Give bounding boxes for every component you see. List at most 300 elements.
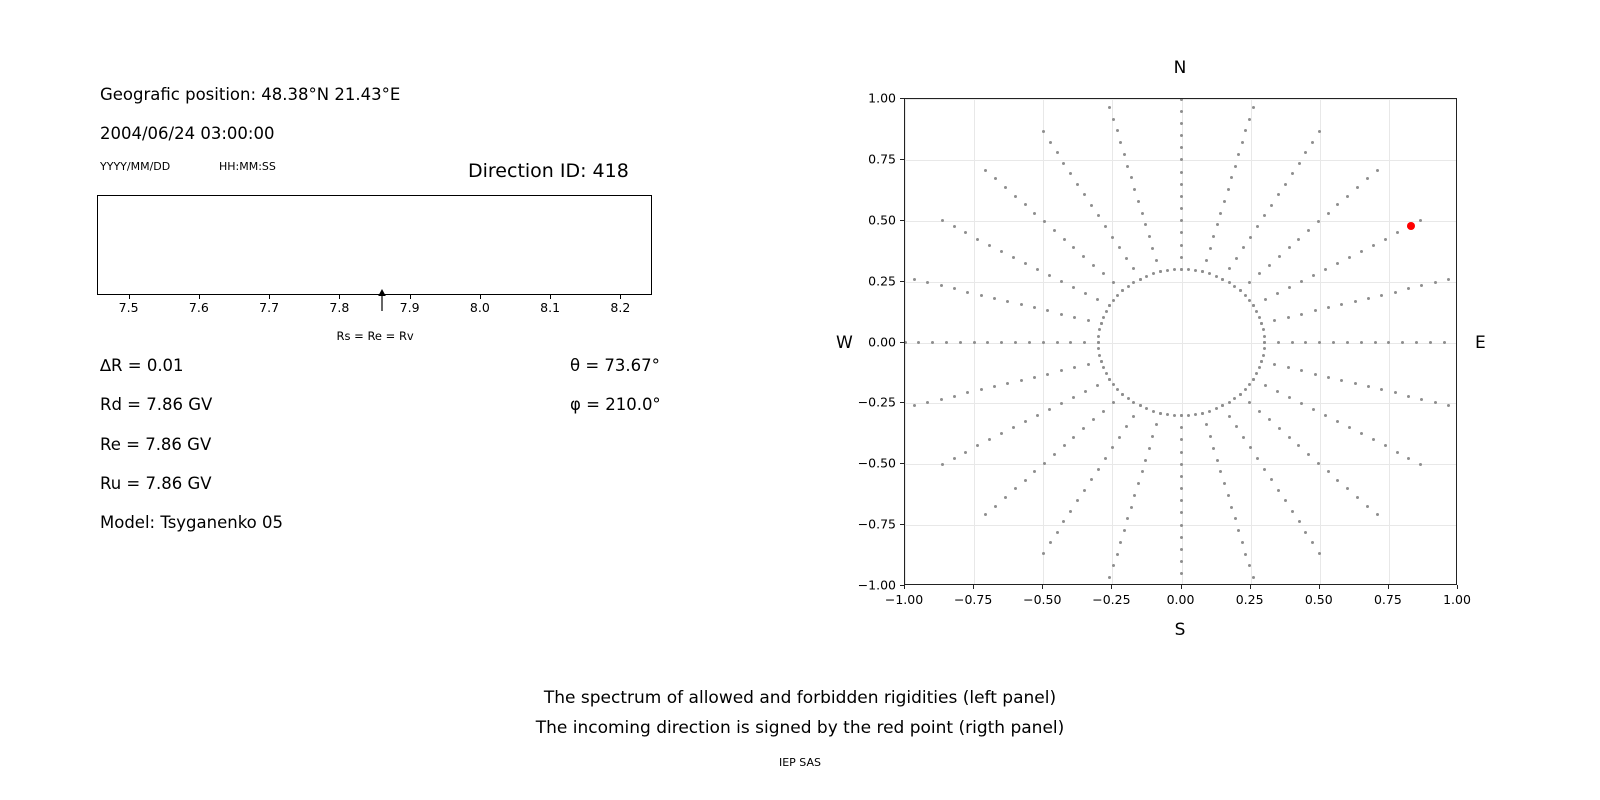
direction-point — [1098, 354, 1101, 357]
x-axis-tick — [973, 585, 974, 589]
direction-point — [1447, 404, 1450, 407]
footer-credit: IEP SAS — [778, 756, 822, 769]
direction-point — [1300, 369, 1303, 372]
direction-point — [1291, 172, 1294, 175]
direction-point — [1073, 316, 1076, 319]
direction-point — [1180, 572, 1183, 575]
rigidity-tick — [620, 295, 621, 299]
direction-point — [1151, 247, 1154, 250]
direction-point — [1053, 453, 1056, 456]
direction-point — [1209, 247, 1212, 250]
direction-point — [1125, 257, 1128, 260]
direction-point — [1180, 244, 1183, 247]
direction-point — [1415, 341, 1418, 344]
direction-point — [1132, 281, 1135, 284]
direction-point — [1048, 274, 1051, 277]
direction-point — [1327, 306, 1330, 309]
cutoff-arrow-icon — [375, 289, 389, 311]
direction-point — [1348, 426, 1351, 429]
direction-point — [1288, 396, 1291, 399]
direction-point — [1100, 322, 1103, 325]
x-axis-tick — [904, 585, 905, 589]
direction-point — [1434, 401, 1437, 404]
direction-point — [1108, 304, 1111, 307]
direction-point — [1372, 244, 1375, 247]
param-theta: θ = 73.67° — [570, 356, 660, 375]
x-axis-tick — [1111, 585, 1112, 589]
direction-point — [1263, 214, 1266, 217]
direction-point — [980, 388, 983, 391]
direction-point — [1006, 300, 1009, 303]
direction-point — [1130, 176, 1133, 179]
direction-point — [1126, 517, 1129, 520]
direction-point — [1346, 195, 1349, 198]
direction-point — [1205, 259, 1208, 262]
direction-point — [1166, 269, 1169, 272]
direction-point — [1457, 341, 1458, 344]
direction-point — [1036, 414, 1039, 417]
direction-point — [1152, 410, 1155, 413]
direction-point — [1356, 186, 1359, 189]
spectrum-frame — [97, 195, 652, 295]
direction-point — [1112, 281, 1115, 284]
direction-point — [1278, 255, 1281, 258]
direction-point — [913, 278, 916, 281]
scatter-plot-area — [904, 98, 1457, 585]
y-axis-tick — [900, 524, 904, 525]
direction-point — [1248, 118, 1251, 121]
direction-point — [984, 169, 987, 172]
direction-point — [1141, 470, 1144, 473]
direction-point — [1125, 425, 1128, 428]
x-axis-tick — [1042, 585, 1043, 589]
direction-point — [1288, 246, 1291, 249]
direction-point — [1012, 426, 1015, 429]
direction-point — [1372, 438, 1375, 441]
direction-point — [1208, 410, 1211, 413]
direction-point — [1244, 129, 1247, 132]
rigidity-tick-label: 8.1 — [540, 300, 561, 315]
direction-point — [1097, 214, 1100, 217]
direction-point — [1046, 373, 1049, 376]
direction-point — [1119, 541, 1122, 544]
direction-point — [1105, 310, 1108, 313]
direction-point — [1187, 268, 1190, 271]
compass-east: E — [1475, 333, 1486, 353]
direction-point — [1084, 292, 1087, 295]
direction-point — [1346, 487, 1349, 490]
direction-point — [1056, 341, 1059, 344]
direction-point — [1152, 272, 1155, 275]
direction-point — [1276, 292, 1279, 295]
direction-point — [1244, 388, 1247, 391]
direction-point — [1076, 499, 1079, 502]
direction-point — [1312, 274, 1315, 277]
direction-point — [1298, 520, 1301, 523]
direction-point — [1336, 420, 1339, 423]
direction-point — [1102, 410, 1105, 413]
direction-point — [1060, 369, 1063, 372]
direction-point — [1012, 256, 1015, 259]
direction-point — [913, 404, 916, 407]
direction-point — [1083, 489, 1086, 492]
direction-point — [1072, 436, 1075, 439]
direction-point — [1221, 404, 1224, 407]
x-axis-tick-label: −0.75 — [953, 592, 993, 607]
direction-point — [1097, 335, 1100, 338]
direction-point — [1255, 372, 1258, 375]
direction-point — [1291, 510, 1294, 513]
direction-point — [1307, 229, 1310, 232]
y-axis-tick-label: −0.25 — [857, 394, 896, 410]
direction-point — [1116, 294, 1119, 297]
direction-point — [953, 287, 956, 290]
direction-point — [966, 391, 969, 394]
direction-point — [1340, 379, 1343, 382]
direction-point — [1252, 378, 1255, 381]
rigidity-tick-label: 8.2 — [610, 300, 631, 315]
direction-point — [1096, 298, 1099, 301]
direction-point — [1072, 396, 1075, 399]
direction-point — [1380, 294, 1383, 297]
direction-point — [1132, 415, 1135, 418]
direction-point — [1354, 300, 1357, 303]
direction-point — [1284, 499, 1287, 502]
direction-point — [1104, 225, 1107, 228]
param-re: Re = 7.86 GV — [100, 435, 212, 454]
direction-point — [1100, 360, 1103, 363]
geographic-position: Geografic position: 48.38°N 21.43°E — [100, 85, 401, 104]
direction-point — [1307, 453, 1310, 456]
direction-point — [941, 463, 944, 466]
direction-point — [1072, 286, 1075, 289]
direction-point — [1046, 309, 1049, 312]
direction-point — [1219, 470, 1222, 473]
direction-point — [1304, 151, 1307, 154]
direction-point — [1258, 366, 1261, 369]
direction-point — [1230, 176, 1233, 179]
direction-point — [1180, 536, 1183, 539]
direction-point — [1082, 255, 1085, 258]
direction-point — [1112, 383, 1115, 386]
direction-point — [1376, 169, 1379, 172]
direction-point — [1287, 316, 1290, 319]
direction-point — [1228, 267, 1231, 270]
direction-point — [1401, 341, 1404, 344]
direction-point — [1056, 531, 1059, 534]
rigidity-tick — [339, 295, 340, 299]
direction-point — [1387, 341, 1390, 344]
direction-point — [1223, 200, 1226, 203]
direction-point — [1263, 335, 1266, 338]
direction-point — [1287, 366, 1290, 369]
direction-point — [1396, 231, 1399, 234]
rigidity-tick — [410, 295, 411, 299]
direction-point — [1014, 195, 1017, 198]
direction-point — [1239, 289, 1242, 292]
gridline-horizontal — [905, 403, 1456, 404]
caption-line-2: The incoming direction is signed by the red point (rigth panel) — [535, 718, 1065, 738]
direction-point — [1180, 195, 1183, 198]
direction-point — [1239, 393, 1242, 396]
y-axis-tick — [900, 342, 904, 343]
direction-point — [1407, 395, 1410, 398]
direction-point — [941, 219, 944, 222]
direction-point — [1291, 341, 1294, 344]
direction-point — [1004, 496, 1007, 499]
direction-point — [1014, 341, 1017, 344]
direction-point — [1082, 427, 1085, 430]
direction-point — [1244, 294, 1247, 297]
date-format-hint: YYYY/MM/DD — [100, 160, 171, 173]
direction-point — [1155, 423, 1158, 426]
direction-point — [1394, 291, 1397, 294]
direction-point — [1000, 250, 1003, 253]
direction-point — [1242, 246, 1245, 249]
direction-point — [1014, 487, 1017, 490]
direction-point — [1324, 268, 1327, 271]
y-axis-tick-label: 0.50 — [868, 212, 896, 228]
direction-point — [1112, 401, 1115, 404]
direction-point — [1042, 341, 1045, 344]
direction-point — [1263, 347, 1266, 350]
rigidity-tick-label: 7.7 — [259, 300, 280, 315]
y-axis-tick-label: 0.75 — [868, 151, 896, 167]
direction-point — [1060, 313, 1063, 316]
y-axis-tick-label: −0.75 — [857, 516, 896, 532]
direction-point — [988, 438, 991, 441]
compass-west: W — [836, 333, 853, 353]
direction-point — [1173, 268, 1176, 271]
direction-point — [1116, 553, 1119, 556]
direction-point — [1354, 382, 1357, 385]
direction-point — [1180, 524, 1183, 527]
direction-point — [1367, 385, 1370, 388]
direction-point — [1137, 200, 1140, 203]
direction-point — [1180, 426, 1183, 429]
direction-polar-panel — [820, 40, 1540, 660]
direction-point — [1060, 402, 1063, 405]
direction-point — [1043, 462, 1046, 465]
x-axis-tick-label: 0.25 — [1235, 592, 1264, 607]
direction-point — [1419, 463, 1422, 466]
direction-point — [1028, 341, 1031, 344]
direction-point — [1148, 447, 1151, 450]
direction-point — [1263, 468, 1266, 471]
observation-datetime: 2004/06/24 03:00:00 — [100, 124, 275, 143]
direction-point — [1042, 552, 1045, 555]
direction-point — [1118, 436, 1121, 439]
direction-point — [1090, 478, 1093, 481]
direction-point — [976, 238, 979, 241]
y-axis-tick-label: −1.00 — [857, 577, 896, 593]
direction-point — [1056, 151, 1059, 154]
time-format-hint: HH:MM:SS — [219, 160, 276, 173]
direction-point — [1244, 553, 1247, 556]
direction-point — [994, 505, 997, 508]
direction-point — [1264, 384, 1267, 387]
direction-point — [1374, 341, 1377, 344]
direction-point — [1260, 360, 1263, 363]
direction-point — [1447, 278, 1450, 281]
direction-point — [917, 341, 920, 344]
direction-point — [1097, 347, 1100, 350]
direction-point — [1144, 459, 1147, 462]
direction-point — [1194, 269, 1197, 272]
direction-point — [1270, 478, 1273, 481]
direction-point — [1084, 390, 1087, 393]
direction-point — [1180, 122, 1183, 125]
direction-point — [1187, 414, 1190, 417]
direction-point — [1205, 423, 1208, 426]
y-axis-tick-label: 0.25 — [868, 273, 896, 289]
direction-point — [1033, 306, 1036, 309]
direction-point — [1111, 236, 1114, 239]
direction-point — [1112, 118, 1115, 121]
direction-point — [1346, 341, 1349, 344]
direction-point — [1288, 286, 1291, 289]
direction-point — [1273, 319, 1276, 322]
direction-point — [1159, 270, 1162, 273]
direction-point — [1241, 141, 1244, 144]
direction-point — [1049, 541, 1052, 544]
direction-point — [1121, 289, 1124, 292]
direction-point — [976, 444, 979, 447]
direction-point — [1087, 319, 1090, 322]
param-rd: Rd = 7.86 GV — [100, 395, 213, 414]
direction-point — [1348, 256, 1351, 259]
direction-point — [1180, 171, 1183, 174]
direction-point — [1201, 270, 1204, 273]
direction-point — [1060, 280, 1063, 283]
direction-point — [1356, 496, 1359, 499]
direction-point — [1288, 436, 1291, 439]
direction-point — [1108, 576, 1111, 579]
rigidity-tick — [269, 295, 270, 299]
direction-point — [1024, 262, 1027, 265]
direction-point — [1237, 529, 1240, 532]
direction-point — [1180, 98, 1183, 101]
direction-point — [1127, 397, 1130, 400]
x-axis-tick-label: −0.50 — [1023, 592, 1062, 607]
param-ru: Ru = 7.86 GV — [100, 474, 212, 493]
direction-point — [1234, 165, 1237, 168]
direction-point — [1252, 304, 1255, 307]
direction-point — [1209, 435, 1212, 438]
direction-point — [1020, 303, 1023, 306]
direction-point — [1121, 393, 1124, 396]
direction-point — [1173, 414, 1176, 417]
param-phi: φ = 210.0° — [570, 395, 661, 414]
direction-point — [1180, 146, 1183, 149]
direction-point — [1004, 186, 1007, 189]
gridline-vertical — [1112, 99, 1113, 584]
direction-point — [1311, 141, 1314, 144]
direction-point — [973, 341, 976, 344]
direction-point — [959, 341, 962, 344]
direction-point — [1180, 438, 1183, 441]
direction-point — [1180, 560, 1183, 563]
direction-point — [1123, 153, 1126, 156]
direction-point — [1180, 548, 1183, 551]
direction-point — [1116, 129, 1119, 132]
direction-point — [1248, 383, 1251, 386]
direction-point — [1137, 482, 1140, 485]
direction-point — [1234, 517, 1237, 520]
direction-point — [993, 385, 996, 388]
direction-point — [1277, 489, 1280, 492]
direction-point — [1336, 203, 1339, 206]
direction-point — [1252, 576, 1255, 579]
rigidity-tick — [129, 295, 130, 299]
direction-point — [1284, 183, 1287, 186]
direction-point — [1304, 531, 1307, 534]
y-axis-tick — [900, 159, 904, 160]
direction-point — [1380, 388, 1383, 391]
direction-point — [993, 297, 996, 300]
direction-point — [1278, 427, 1281, 430]
direction-point — [1407, 457, 1410, 460]
direction-point — [1215, 275, 1218, 278]
direction-point — [1420, 284, 1423, 287]
direction-point — [1233, 397, 1236, 400]
direction-point — [994, 177, 997, 180]
direction-point — [1180, 231, 1183, 234]
direction-point — [1133, 188, 1136, 191]
direction-point — [1249, 236, 1252, 239]
direction-point — [966, 291, 969, 294]
y-axis-tick-label: 0.00 — [868, 334, 896, 349]
x-axis-tick-label: 0.50 — [1304, 592, 1333, 607]
direction-point — [1258, 410, 1261, 413]
direction-point — [1256, 225, 1259, 228]
direction-point — [1360, 432, 1363, 435]
x-axis-tick — [1250, 585, 1251, 589]
direction-point — [1258, 316, 1261, 319]
direction-point — [1219, 212, 1222, 215]
direction-point — [1314, 309, 1317, 312]
direction-point — [1180, 219, 1183, 222]
direction-point — [1223, 482, 1226, 485]
direction-point — [1006, 382, 1009, 385]
direction-point — [1324, 414, 1327, 417]
direction-point — [1118, 246, 1121, 249]
x-axis-tick-label: −0.25 — [1092, 592, 1131, 607]
direction-point — [1298, 162, 1301, 165]
direction-point — [1360, 341, 1363, 344]
direction-point — [1394, 391, 1397, 394]
direction-point — [1366, 177, 1369, 180]
direction-point — [953, 225, 956, 228]
rigidity-tick-label: 7.6 — [188, 300, 209, 315]
rigidity-tick-label: 7.9 — [399, 300, 420, 315]
direction-point — [1256, 457, 1259, 460]
direction-point — [1277, 193, 1280, 196]
direction-point — [1102, 366, 1105, 369]
x-axis-tick-label: 1.00 — [1443, 592, 1471, 607]
direction-point — [1083, 341, 1086, 344]
y-axis-tick — [900, 98, 904, 99]
compass-south: S — [1174, 620, 1186, 640]
direction-point — [1097, 341, 1100, 344]
direction-point — [1311, 541, 1314, 544]
cutoff-label: Rs = Re = Rv — [336, 329, 414, 343]
y-axis-tick — [900, 281, 904, 282]
direction-point — [1092, 264, 1095, 267]
direction-point — [1277, 341, 1280, 344]
direction-point — [1048, 408, 1051, 411]
direction-id-label: Direction ID: 418 — [468, 160, 629, 182]
